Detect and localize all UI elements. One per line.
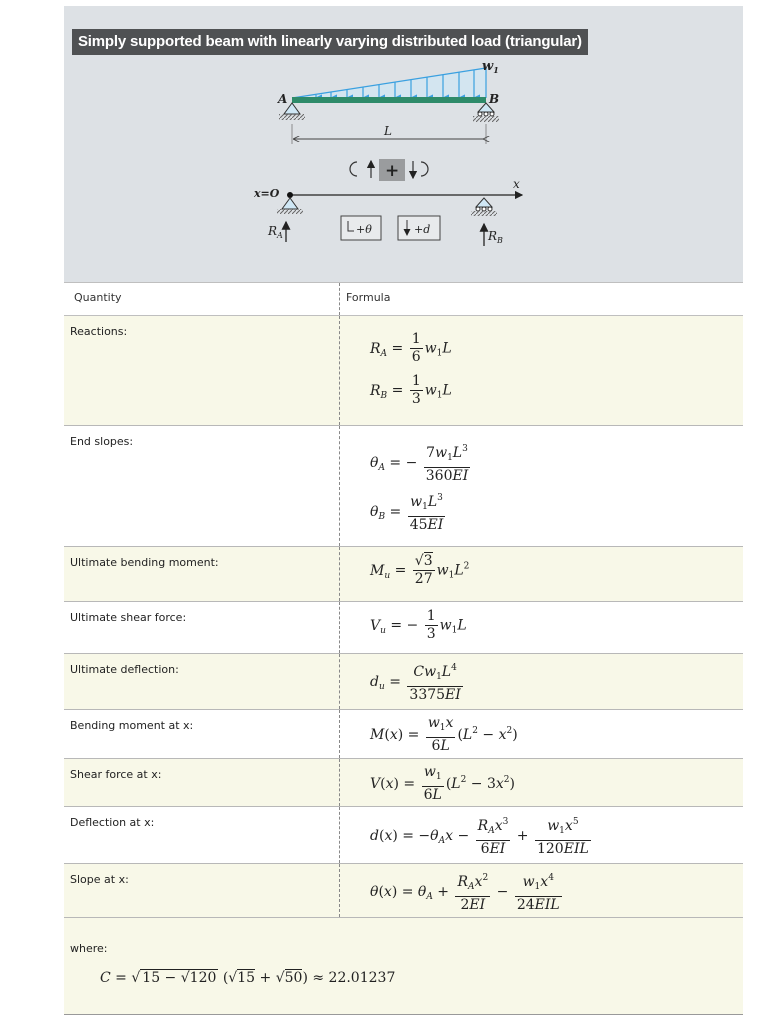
load-label: $w_1$ bbox=[482, 59, 499, 75]
point-a-label: A bbox=[278, 92, 288, 106]
quantity-label: Deflection at x: bbox=[70, 816, 155, 829]
origin-point bbox=[287, 192, 293, 198]
table-row bbox=[64, 426, 743, 547]
beam bbox=[292, 97, 486, 103]
slope-sign-box bbox=[341, 216, 381, 240]
beam-diagram-panel bbox=[64, 6, 743, 282]
where-note bbox=[64, 918, 743, 1015]
column-divider bbox=[339, 807, 340, 863]
c-constant-formula: C = √ 15 − √120 (√15 + √50) ≈ 22.01237 bbox=[100, 970, 396, 986]
column-divider bbox=[339, 864, 340, 917]
x-axis-label: x bbox=[513, 177, 520, 191]
quantity-column-header: Quantity bbox=[74, 291, 122, 304]
plus-sign: + bbox=[385, 161, 400, 181]
quantity-label: Ultimate deflection: bbox=[70, 663, 179, 676]
table-row bbox=[64, 316, 743, 426]
origin-label: x=O bbox=[254, 187, 280, 200]
formula: $\theta(x) = \theta_A$ + $\frac{R_Ax^2}{2EI}$ − $\frac{w_1x^4}{\text{24EIL}}$ bbox=[370, 870, 564, 914]
quantity-label: Reactions: bbox=[70, 325, 128, 338]
formula-table bbox=[64, 282, 743, 1015]
length-label: L bbox=[384, 124, 392, 138]
table-row bbox=[64, 602, 743, 654]
table-header bbox=[64, 282, 743, 316]
beam-reference-card bbox=[64, 6, 743, 1004]
table-row bbox=[64, 864, 743, 918]
formula: $\theta_B$ = $\frac{w_1L^3}{45EI}$ bbox=[370, 490, 447, 534]
quantity-label: Slope at x: bbox=[70, 873, 129, 886]
table-row bbox=[64, 710, 743, 759]
pin-support-a-lower bbox=[277, 198, 303, 214]
table-row bbox=[64, 759, 743, 807]
svg-text:+θ: +θ bbox=[356, 223, 372, 236]
quantity-label: Ultimate shear force: bbox=[70, 611, 187, 624]
page-title: Simply supported beam with linearly varying distributed load (triangular) bbox=[72, 29, 588, 55]
triangular-load bbox=[292, 68, 486, 98]
column-divider bbox=[339, 710, 340, 758]
c-value: 22.01237 bbox=[328, 970, 396, 986]
column-divider bbox=[339, 759, 340, 806]
formula-column-header: Formula bbox=[346, 291, 391, 304]
reaction-b-label: $R_B$ bbox=[488, 229, 503, 245]
column-divider bbox=[339, 283, 340, 315]
column-divider bbox=[339, 316, 340, 425]
quantity-label: Bending moment at x: bbox=[70, 719, 194, 732]
column-divider bbox=[339, 602, 340, 653]
beam-diagram bbox=[64, 6, 743, 282]
point-b-label: B bbox=[489, 92, 500, 106]
deflection-sign-box bbox=[398, 216, 440, 240]
column-divider bbox=[339, 426, 340, 546]
quantity-label: Shear force at x: bbox=[70, 768, 162, 781]
sign-convention bbox=[350, 159, 428, 181]
column-divider bbox=[339, 654, 340, 709]
formula: $\theta_A$ = − $\frac{7w_1L^3}{360EI}$ bbox=[370, 441, 472, 485]
formula: $d_u$ = $\frac{Cw_1L^4}{3375EI}$ bbox=[370, 660, 465, 704]
formula: V(x) = $\frac{w_1}{6L}$ $(L^2 - 3x^2)$ bbox=[370, 764, 515, 803]
roller-support-b-lower bbox=[471, 198, 497, 216]
where-label: where: bbox=[70, 942, 108, 955]
quantity-label: End slopes: bbox=[70, 435, 134, 448]
svg-text:+d: +d bbox=[414, 223, 431, 236]
table-row bbox=[64, 807, 743, 864]
formula: $M_u$ = $\frac{√3}{27}$ $w_1L^2$ bbox=[370, 553, 470, 587]
table-row bbox=[64, 654, 743, 710]
reaction-a-label: $R_A$ bbox=[268, 224, 283, 240]
table-row bbox=[64, 547, 743, 602]
formula: $R_A$ = $\frac{1}{6}$ $w_1L$ bbox=[370, 331, 452, 365]
formula: M(x) = $\frac{w_1x}{6L}$ $(L^2 - x^2)$ bbox=[370, 715, 518, 754]
formula: $d(x) = -\theta_Ax$ − $\frac{R_Ax^3}{6EI}$ + $\frac{w_1x^5}{\text{120EIL}}$ bbox=[370, 814, 593, 858]
column-divider bbox=[339, 547, 340, 601]
formula: $V_u$ = − $\frac{1}{3}$ $w_1L$ bbox=[370, 608, 467, 642]
formula: $R_B$ = $\frac{1}{3}$ $w_1L$ bbox=[370, 373, 452, 407]
quantity-label: Ultimate bending moment: bbox=[70, 556, 219, 569]
